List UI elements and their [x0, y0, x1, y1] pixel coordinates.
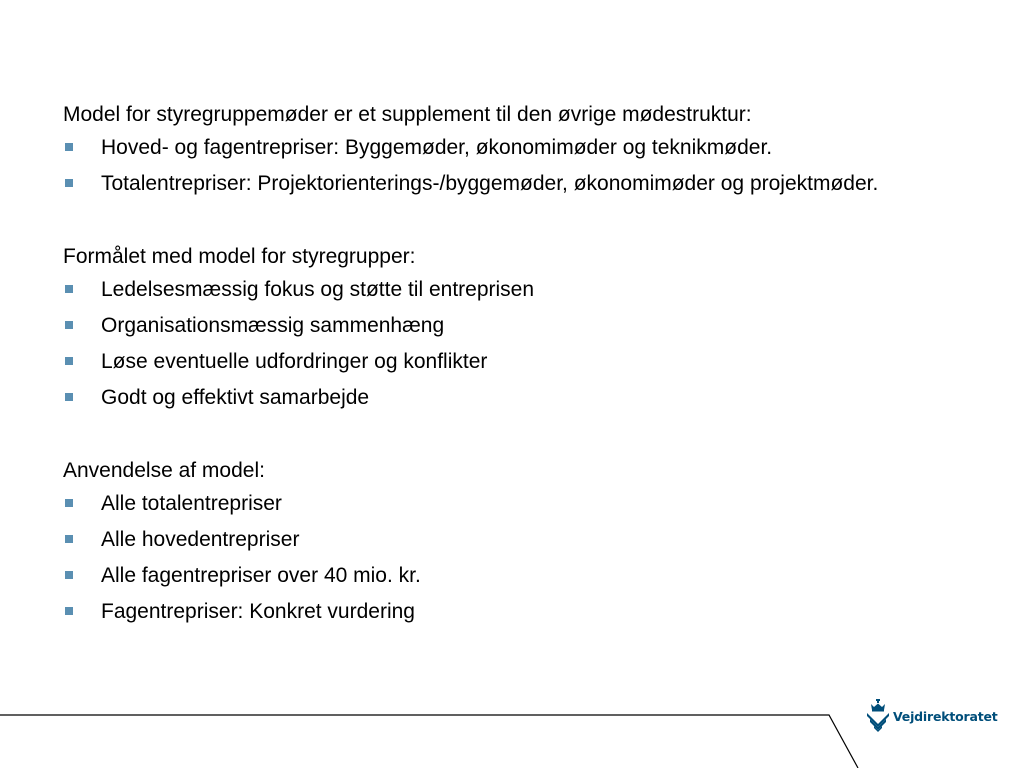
- list-item: [63, 524, 963, 556]
- crown-shield-icon: [866, 699, 890, 733]
- section-spacer: [63, 418, 963, 454]
- list-item: [63, 560, 963, 592]
- list-item: [63, 488, 963, 520]
- list-item-text: Alle hovedentrepriser: [101, 528, 300, 551]
- section-heading-usage: Anvendelse af model:: [63, 459, 265, 482]
- list-item-text: Løse eventuelle udfordringer og konflikter: [101, 350, 488, 373]
- list-item: [63, 346, 963, 378]
- list-item: [63, 596, 963, 628]
- square-bullet-icon: [65, 499, 73, 507]
- vejdirektoratet-logo: [866, 698, 998, 734]
- list-item-text: Organisationsmæssig sammenhæng: [101, 314, 445, 337]
- square-bullet-icon: [65, 143, 73, 151]
- square-bullet-icon: [65, 321, 73, 329]
- slide-content: [63, 98, 963, 632]
- square-bullet-icon: [65, 179, 73, 187]
- logo-text: Vejdirektoratet: [893, 708, 998, 724]
- bullet-list-usage: [63, 488, 963, 628]
- square-bullet-icon: [65, 357, 73, 365]
- bullet-list-purpose: [63, 274, 963, 414]
- square-bullet-icon: [65, 571, 73, 579]
- list-item-text: Godt og effektivt samarbejde: [101, 386, 370, 409]
- list-item-text: Alle fagentrepriser over 40 mio. kr.: [101, 564, 421, 587]
- list-item: [63, 132, 963, 164]
- square-bullet-icon: [65, 285, 73, 293]
- square-bullet-icon: [65, 393, 73, 401]
- list-item: [63, 274, 963, 306]
- list-item-text: Fagentrepriser: Konkret vurdering: [101, 600, 415, 623]
- square-bullet-icon: [65, 535, 73, 543]
- section-heading-model: Model for styregruppemøder er et supplement til den øvrige mødestruktur:: [63, 103, 752, 126]
- section-spacer: [63, 204, 963, 240]
- bullet-list-model: [63, 132, 963, 200]
- list-item: [63, 310, 963, 342]
- list-item: [63, 168, 963, 200]
- list-item-text: Alle totalentrepriser: [101, 492, 282, 515]
- square-bullet-icon: [65, 607, 73, 615]
- list-item-text: Totalentrepriser: Projektorienterings-/byggemøder, økonomimøder og projektmøder.: [101, 172, 879, 195]
- list-item-text: Hoved- og fagentrepriser: Byggemøder, økonomimøder og teknikmøder.: [101, 136, 773, 159]
- list-item-text: Ledelsesmæssig fokus og støtte til entreprisen: [101, 278, 535, 301]
- section-heading-purpose: Formålet med model for styregrupper:: [63, 245, 416, 268]
- list-item: [63, 382, 963, 414]
